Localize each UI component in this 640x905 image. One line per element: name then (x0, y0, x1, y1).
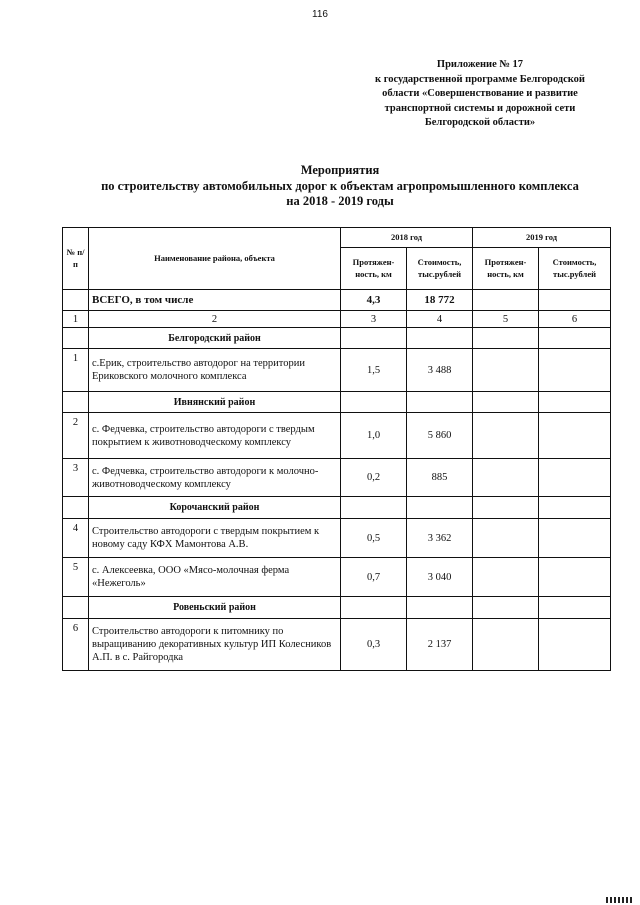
district-row (63, 392, 611, 413)
title-line: на 2018 - 2019 годы (286, 194, 394, 208)
length-value: 0,5 (341, 519, 407, 558)
page-number: 116 (312, 9, 328, 20)
row-number: 4 (63, 519, 89, 558)
column-numbers-row (63, 311, 611, 328)
object-name: с. Федчевка, строительство автодороги к молочно-животноводческому комплексу (89, 459, 341, 497)
cost-value: 2 137 (407, 619, 473, 671)
length-value: 0,2 (341, 459, 407, 497)
header-year-2019: 2019 год (473, 228, 611, 248)
appendix-line: транспортной системы и дорожной сети (384, 102, 576, 114)
table-row (63, 349, 611, 392)
title-line: Мероприятия (300, 163, 380, 177)
appendix-line: Белгородской области» (424, 117, 536, 128)
total-length: 4,3 (341, 290, 407, 311)
district-row (63, 328, 611, 349)
table-row (63, 619, 611, 671)
total-label: ВСЕГО, в том числе (89, 290, 341, 311)
row-number: 6 (63, 619, 89, 671)
header-cost-2019: Стоимость, тыс.рублей (539, 248, 611, 290)
header-length-2018: Протяжен-ность, км (341, 248, 407, 290)
length-value: 1,5 (341, 349, 407, 392)
table-row (63, 413, 611, 459)
header-num: № п/п (63, 228, 89, 290)
header-cost-2018: Стоимость, тыс.рублей (407, 248, 473, 290)
column-number: 5 (473, 311, 539, 328)
object-name: с. Федчевка, строительство автодороги с твердым покрытием к животноводческому комплексу (89, 413, 341, 459)
column-number: 6 (539, 311, 611, 328)
district-name: Корочанский район (89, 497, 341, 519)
length-value: 0,7 (341, 558, 407, 597)
measures-table (62, 227, 611, 671)
district-name: Ивнянский район (89, 392, 341, 413)
row-number: 5 (63, 558, 89, 597)
title-line: по строительству автомобильных дорог к объектам агропромышленного комплекса (101, 178, 579, 193)
district-row (63, 597, 611, 619)
object-name: с. Алексеевка, ООО «Мясо-молочная ферма «Нежеголь» (89, 558, 341, 597)
cost-value: 3 488 (407, 349, 473, 392)
district-name: Белгородский район (89, 328, 341, 349)
row-number: 2 (63, 413, 89, 459)
header-name: Наименование района, объекта (89, 228, 341, 290)
column-number: 4 (407, 311, 473, 328)
object-name: Строительство автодороги к питомнику по выращиванию декоративных культур ИП Колесников А.П. в с. Райгородка (89, 619, 341, 671)
column-number: 3 (341, 311, 407, 328)
cost-value: 5 860 (407, 413, 473, 459)
cost-value: 885 (407, 459, 473, 497)
appendix-line: к государственной программе Белгородской (375, 73, 585, 85)
table-row (63, 558, 611, 597)
document-title (60, 163, 620, 210)
length-value: 1,0 (341, 413, 407, 459)
table-row (63, 459, 611, 497)
object-name: Строительство автодороги с твердым покрытием к новому саду КФХ Мамонтова А.В. (89, 519, 341, 558)
column-number: 2 (89, 311, 341, 328)
appendix-line: области «Совершенствование и развитие (382, 88, 578, 99)
column-number: 1 (63, 311, 89, 328)
header-length-2019: Протяжен-ность, км (473, 248, 539, 290)
appendix-line: Приложение № 17 (436, 59, 524, 70)
table-row (63, 519, 611, 558)
header-year-2018: 2018 год (341, 228, 473, 248)
total-cost: 18 772 (407, 290, 473, 311)
cost-value: 3 362 (407, 519, 473, 558)
row-number: 1 (63, 349, 89, 392)
object-name: с.Ерик, строительство автодорог на территории Ериковского молочного комплекса (89, 349, 341, 392)
district-row (63, 497, 611, 519)
scan-mark (606, 897, 634, 903)
row-number: 3 (63, 459, 89, 497)
district-name: Ровеньский район (89, 597, 341, 619)
cost-value: 3 040 (407, 558, 473, 597)
length-value: 0,3 (341, 619, 407, 671)
appendix-block (330, 58, 630, 131)
total-row (63, 290, 611, 311)
